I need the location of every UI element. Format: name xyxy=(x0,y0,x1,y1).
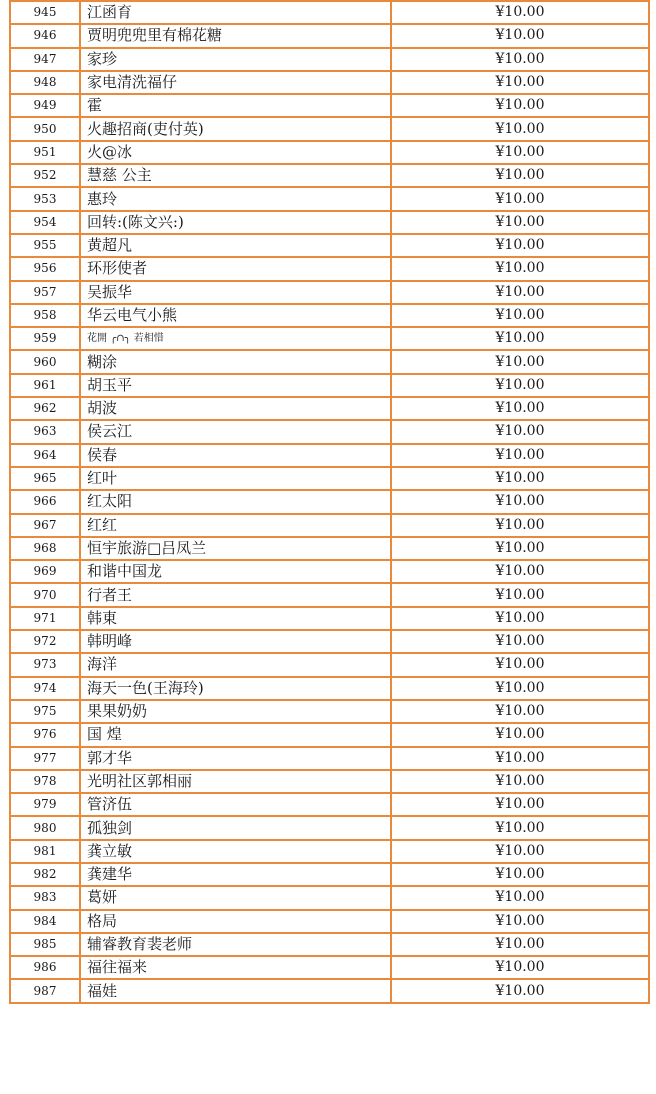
donor-name: 环形使者 xyxy=(80,257,391,280)
table-row xyxy=(10,1,649,24)
donation-amount: ¥10.00 xyxy=(391,956,649,979)
table-row xyxy=(10,350,649,373)
donation-amount: ¥10.00 xyxy=(391,397,649,420)
row-number: 959 xyxy=(10,327,80,350)
donation-amount: ¥10.00 xyxy=(391,700,649,723)
table-row xyxy=(10,141,649,164)
table-row xyxy=(10,397,649,420)
donation-amount: ¥10.00 xyxy=(391,910,649,933)
donation-amount: ¥10.00 xyxy=(391,374,649,397)
donor-name: 红红 xyxy=(80,514,391,537)
table-row xyxy=(10,840,649,863)
table-row xyxy=(10,467,649,490)
row-number: 951 xyxy=(10,141,80,164)
donor-table xyxy=(9,0,650,1004)
donation-amount: ¥10.00 xyxy=(391,747,649,770)
row-number: 979 xyxy=(10,793,80,816)
table-row xyxy=(10,24,649,47)
donation-amount: ¥10.00 xyxy=(391,444,649,467)
row-number: 987 xyxy=(10,979,80,1002)
donor-name: 贾明兜兜里有棉花糖 xyxy=(80,24,391,47)
table-row xyxy=(10,117,649,140)
donor-name: 红叶 xyxy=(80,467,391,490)
row-number: 981 xyxy=(10,840,80,863)
table-row xyxy=(10,747,649,770)
donation-amount: ¥10.00 xyxy=(391,840,649,863)
donation-amount: ¥10.00 xyxy=(391,257,649,280)
table-row xyxy=(10,537,649,560)
table-row xyxy=(10,677,649,700)
row-number: 983 xyxy=(10,886,80,909)
row-number: 971 xyxy=(10,607,80,630)
table-row xyxy=(10,444,649,467)
donation-amount: ¥10.00 xyxy=(391,234,649,257)
donor-name: 胡玉平 xyxy=(80,374,391,397)
row-number: 972 xyxy=(10,630,80,653)
donation-amount: ¥10.00 xyxy=(391,863,649,886)
donor-name: 福娃 xyxy=(80,979,391,1002)
row-number: 961 xyxy=(10,374,80,397)
row-number: 963 xyxy=(10,420,80,443)
donation-amount: ¥10.00 xyxy=(391,583,649,606)
donation-amount: ¥10.00 xyxy=(391,886,649,909)
row-number: 958 xyxy=(10,304,80,327)
row-number: 974 xyxy=(10,677,80,700)
table-row xyxy=(10,420,649,443)
donor-name: 花開 ╭∩╮ 若相惜 xyxy=(80,327,391,350)
donor-name: 胡波 xyxy=(80,397,391,420)
table-row xyxy=(10,187,649,210)
donor-name: 霍 xyxy=(80,94,391,117)
donor-name: 慧慈 公主 xyxy=(80,164,391,187)
table-row xyxy=(10,816,649,839)
donation-amount: ¥10.00 xyxy=(391,24,649,47)
donor-name: 管济伍 xyxy=(80,793,391,816)
row-number: 957 xyxy=(10,281,80,304)
row-number: 947 xyxy=(10,48,80,71)
table-row xyxy=(10,164,649,187)
donation-amount: ¥10.00 xyxy=(391,490,649,513)
donor-name: 黄超凡 xyxy=(80,234,391,257)
row-number: 946 xyxy=(10,24,80,47)
table-row xyxy=(10,793,649,816)
donor-name: 惠玲 xyxy=(80,187,391,210)
table-row xyxy=(10,770,649,793)
donation-amount: ¥10.00 xyxy=(391,281,649,304)
table-row xyxy=(10,886,649,909)
table-row xyxy=(10,863,649,886)
donor-name: 回转:(陈文兴:) xyxy=(80,211,391,234)
table-row xyxy=(10,653,649,676)
donor-name: 孤独剑 xyxy=(80,816,391,839)
table-row xyxy=(10,956,649,979)
row-number: 965 xyxy=(10,467,80,490)
donor-name: 江函育 xyxy=(80,1,391,24)
donor-name: 侯春 xyxy=(80,444,391,467)
row-number: 985 xyxy=(10,933,80,956)
row-number: 986 xyxy=(10,956,80,979)
row-number: 975 xyxy=(10,700,80,723)
donor-name: 郭才华 xyxy=(80,747,391,770)
donation-amount: ¥10.00 xyxy=(391,933,649,956)
donation-amount: ¥10.00 xyxy=(391,117,649,140)
row-number: 977 xyxy=(10,747,80,770)
donor-name: 和谐中国龙 xyxy=(80,560,391,583)
row-number: 984 xyxy=(10,910,80,933)
donor-name: 海洋 xyxy=(80,653,391,676)
row-number: 954 xyxy=(10,211,80,234)
donor-name: 家珍 xyxy=(80,48,391,71)
table-row xyxy=(10,700,649,723)
donor-name: 火@冰 xyxy=(80,141,391,164)
table-body xyxy=(10,1,649,1003)
donation-amount: ¥10.00 xyxy=(391,653,649,676)
row-number: 982 xyxy=(10,863,80,886)
donor-name: 龚立敏 xyxy=(80,840,391,863)
donation-amount: ¥10.00 xyxy=(391,467,649,490)
donation-amount: ¥10.00 xyxy=(391,420,649,443)
donation-amount: ¥10.00 xyxy=(391,514,649,537)
table-row xyxy=(10,94,649,117)
table-row xyxy=(10,374,649,397)
row-number: 945 xyxy=(10,1,80,24)
donor-name: 葛妍 xyxy=(80,886,391,909)
table-row xyxy=(10,257,649,280)
donor-name: 果果奶奶 xyxy=(80,700,391,723)
row-number: 969 xyxy=(10,560,80,583)
donation-amount: ¥10.00 xyxy=(391,350,649,373)
row-number: 952 xyxy=(10,164,80,187)
table-row xyxy=(10,304,649,327)
row-number: 978 xyxy=(10,770,80,793)
donor-name: 恒宇旅游□吕凤兰 xyxy=(80,537,391,560)
table-row xyxy=(10,234,649,257)
table-row xyxy=(10,583,649,606)
donor-name: 家电清洗福仔 xyxy=(80,71,391,94)
row-number: 966 xyxy=(10,490,80,513)
donation-amount: ¥10.00 xyxy=(391,630,649,653)
row-number: 955 xyxy=(10,234,80,257)
donation-amount: ¥10.00 xyxy=(391,537,649,560)
table-row xyxy=(10,607,649,630)
donation-amount: ¥10.00 xyxy=(391,723,649,746)
row-number: 976 xyxy=(10,723,80,746)
table-row xyxy=(10,490,649,513)
donor-name: 龚建华 xyxy=(80,863,391,886)
donation-amount: ¥10.00 xyxy=(391,816,649,839)
donor-name: 光明社区郭相丽 xyxy=(80,770,391,793)
table-row xyxy=(10,514,649,537)
table-row xyxy=(10,71,649,94)
row-number: 956 xyxy=(10,257,80,280)
donation-amount: ¥10.00 xyxy=(391,94,649,117)
table-row xyxy=(10,48,649,71)
row-number: 970 xyxy=(10,583,80,606)
donation-amount: ¥10.00 xyxy=(391,304,649,327)
table-row xyxy=(10,630,649,653)
row-number: 949 xyxy=(10,94,80,117)
table-row xyxy=(10,281,649,304)
donation-amount: ¥10.00 xyxy=(391,211,649,234)
table-row xyxy=(10,933,649,956)
row-number: 962 xyxy=(10,397,80,420)
row-number: 960 xyxy=(10,350,80,373)
donor-name: 火趣招商(吏付英) xyxy=(80,117,391,140)
donor-name: 糊涂 xyxy=(80,350,391,373)
donor-name: 行者王 xyxy=(80,583,391,606)
donation-amount: ¥10.00 xyxy=(391,1,649,24)
donor-name: 侯云江 xyxy=(80,420,391,443)
donation-amount: ¥10.00 xyxy=(391,164,649,187)
donation-amount: ¥10.00 xyxy=(391,48,649,71)
table-row xyxy=(10,979,649,1002)
table-row xyxy=(10,560,649,583)
row-number: 953 xyxy=(10,187,80,210)
donor-name: 格局 xyxy=(80,910,391,933)
donor-name: 辅睿教育裴老师 xyxy=(80,933,391,956)
row-number: 964 xyxy=(10,444,80,467)
donor-name: 福往福来 xyxy=(80,956,391,979)
donation-amount: ¥10.00 xyxy=(391,979,649,1002)
table-row xyxy=(10,910,649,933)
donor-name: 韩東 xyxy=(80,607,391,630)
donor-name: 国 煌 xyxy=(80,723,391,746)
donation-amount: ¥10.00 xyxy=(391,607,649,630)
donation-amount: ¥10.00 xyxy=(391,71,649,94)
donation-amount: ¥10.00 xyxy=(391,327,649,350)
row-number: 980 xyxy=(10,816,80,839)
row-number: 950 xyxy=(10,117,80,140)
donor-name: 吴振华 xyxy=(80,281,391,304)
donor-name: 海天一色(王海玲) xyxy=(80,677,391,700)
table-row xyxy=(10,723,649,746)
donation-amount: ¥10.00 xyxy=(391,141,649,164)
donation-amount: ¥10.00 xyxy=(391,770,649,793)
donation-amount: ¥10.00 xyxy=(391,677,649,700)
donor-name: 华云电气小熊 xyxy=(80,304,391,327)
donor-name: 红太阳 xyxy=(80,490,391,513)
table-row xyxy=(10,211,649,234)
row-number: 973 xyxy=(10,653,80,676)
row-number: 967 xyxy=(10,514,80,537)
donor-name: 韩明峰 xyxy=(80,630,391,653)
donation-amount: ¥10.00 xyxy=(391,793,649,816)
table-row xyxy=(10,327,649,350)
row-number: 968 xyxy=(10,537,80,560)
donation-amount: ¥10.00 xyxy=(391,187,649,210)
donation-amount: ¥10.00 xyxy=(391,560,649,583)
row-number: 948 xyxy=(10,71,80,94)
